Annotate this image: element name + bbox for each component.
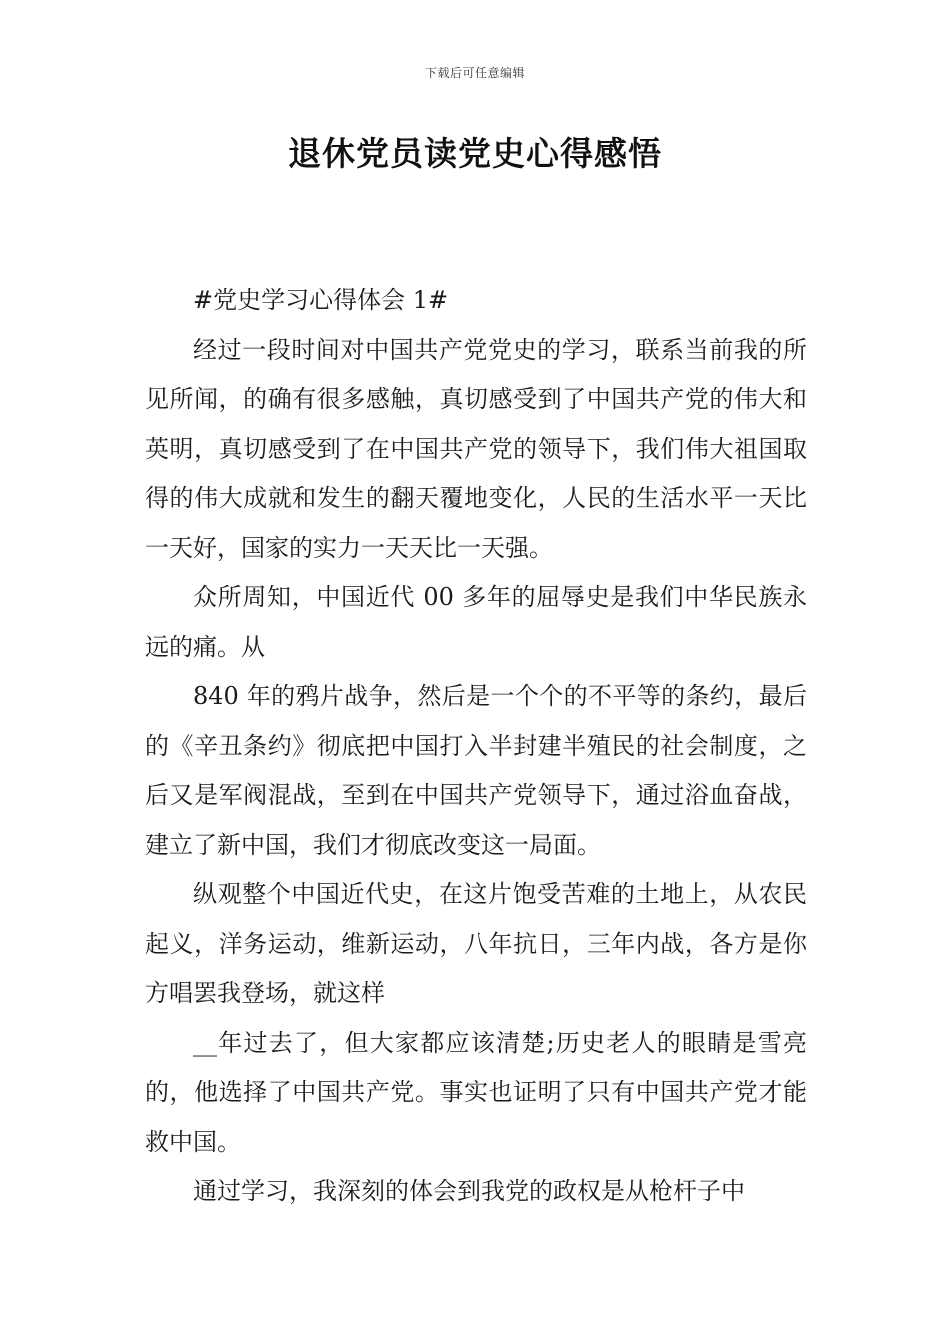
header-note: 下载后可任意编辑 [424, 66, 525, 80]
paragraph: 通过学习，我深刻的体会到我党的政权是从枪杆子中 [193, 1177, 745, 1205]
document-title: 退休党员读党史心得感悟 [288, 134, 662, 173]
paragraph: 经过一段时间对中国共产党党史的学习，联系当前我的所见所闻，的确有很多感触，真切感受到了中国共产党的伟大和英明，真切感受到了在中国共产党的领导下，我们伟大祖国取得的伟大成就和发生的翻天覆地变化，人民的生活水平一天比一天好，国家的实力一天天比一天强。 [145, 335, 807, 562]
paragraph: 众所周知，中国近代 00 多年的屈辱史是我们中华民族永远的痛。从 [145, 583, 807, 661]
paragraph: 纵观整个中国近代史，在这片饱受苦难的土地上，从农民起义，洋务运动，维新运动，八年抗日，三年内战，各方是你方唱罢我登场，就这样 [145, 880, 807, 1007]
paragraph: 840 年的鸦片战争，然后是一个个的不平等的条约，最后的《辛丑条约》彻底把中国打入半封建半殖民的社会制度，之后又是军阀混战，至到在中国共产党领导下，通过浴血奋战，建立了新中国，我们才彻底改变这一局面。 [145, 682, 807, 859]
document-body [145, 276, 807, 1217]
paragraph-heading: #党史学习心得体会 1# [193, 286, 449, 314]
paragraph: __年过去了，但大家都应该清楚;历史老人的眼睛是雪亮的，他选择了中国共产党。事实也证明了只有中国共产党才能救中国。 [145, 1028, 807, 1156]
